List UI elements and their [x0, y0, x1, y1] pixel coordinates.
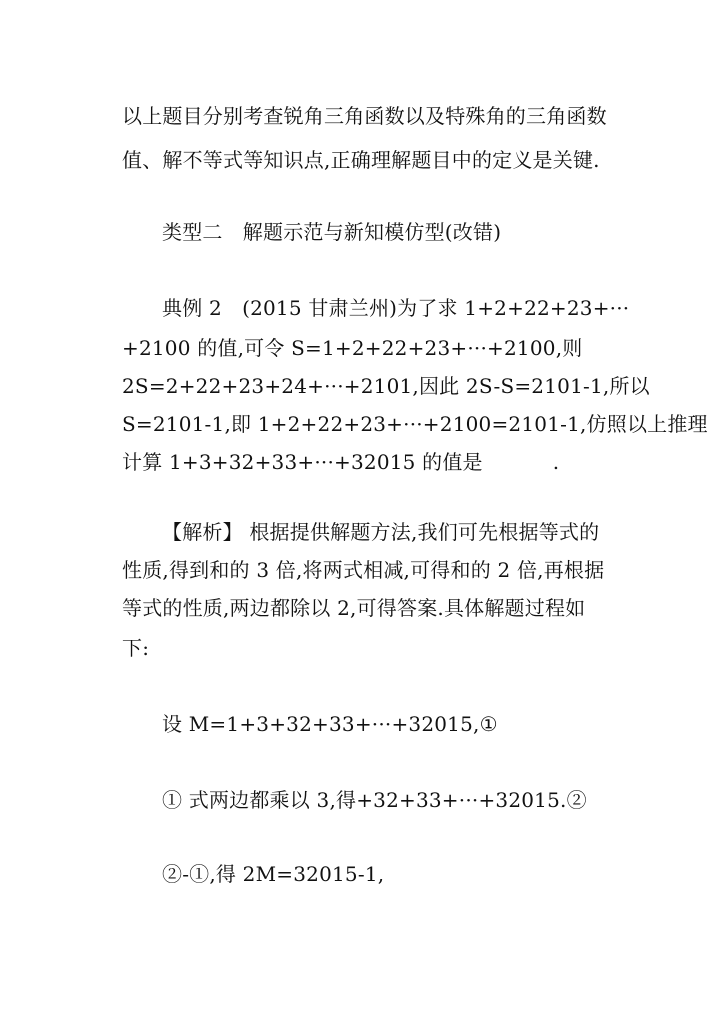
example-line: S=2101-1,即 1+2+22+23+···+2100=2101-1,仿照以上推理	[122, 412, 708, 436]
example-line: +2100 的值,可令 S=1+2+22+23+···+2100,则	[122, 336, 583, 360]
solution-step: ②-①,得 2M=32015-1,	[162, 862, 385, 886]
paragraph-line: 以上题目分别考查锐角三角函数以及特殊角的三角函数	[122, 104, 607, 128]
analysis-line: 等式的性质,两边都除以 2,可得答案.具体解题过程如	[122, 596, 586, 620]
solution-step: 设 M=1+3+32+33+···+32015,①	[162, 712, 498, 736]
question-text: 计算 1+3+32+33+···+32015 的值是	[122, 450, 483, 474]
paragraph-line: 值、解不等式等知识点,正确理解题目中的定义是关键.	[122, 148, 600, 172]
example-line: 典例 2 (2015 甘肃兰州)为了求 1+2+22+23+···	[162, 296, 630, 320]
solution-step: ① 式两边都乘以 3,得+32+33+···+32015.②	[162, 788, 587, 812]
analysis-line: 【解析】 根据提供解题方法,我们可先根据等式的	[162, 520, 600, 544]
example-question-line	[122, 450, 559, 474]
section-heading: 类型二 解题示范与新知模仿型(改错)	[162, 220, 502, 244]
analysis-line: 下:	[122, 636, 150, 660]
example-line: 2S=2+22+23+24+···+2101,因此 2S-S=2101-1,所以	[122, 374, 650, 398]
question-period: .	[552, 450, 560, 474]
analysis-line: 性质,得到和的 3 倍,将两式相减,可得和的 2 倍,再根据	[122, 558, 605, 582]
